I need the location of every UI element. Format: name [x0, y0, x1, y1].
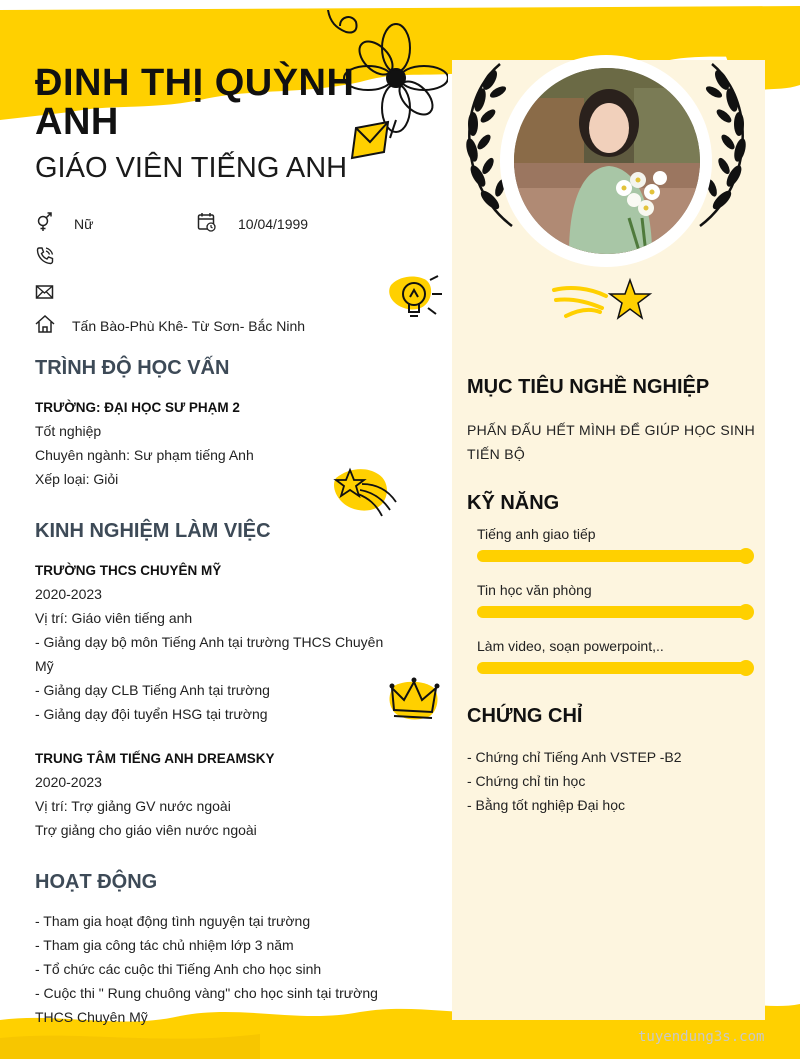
job-org: TRƯỜNG THCS CHUYÊN MỸ [35, 563, 222, 578]
shooting-star-doodle-icon [332, 464, 402, 522]
skill-label: Tin học văn phòng [477, 582, 592, 598]
skill-bar [477, 550, 752, 562]
skill-label: Tiếng anh giao tiếp [477, 526, 596, 542]
watermark: tuyendung3s.com [638, 1029, 765, 1045]
activity-item: - Tham gia hoạt động tình nguyện tại trường [35, 913, 311, 929]
activity-item: - Tham gia công tác chủ nhiệm lớp 3 năm [35, 937, 294, 953]
job-position: Vị trí: Giáo viên tiếng anh [35, 610, 193, 626]
gender-value: Nữ [74, 216, 94, 232]
job-period: 2020-2023 [35, 774, 102, 790]
candidate-name: ĐINH THỊ QUỲNH ANH [35, 62, 355, 143]
education-heading: TRÌNH ĐỘ HỌC VẤN [35, 357, 230, 379]
job-duty: - Giảng dạy CLB Tiếng Anh tại trường [35, 682, 270, 698]
education-line: Xếp loại: Giỏi [35, 471, 119, 487]
crown-doodle-icon [388, 676, 442, 724]
certificate-item: - Bằng tốt nghiệp Đại học [467, 797, 625, 813]
skill-bar-knob [738, 660, 754, 676]
calendar-icon [197, 212, 217, 232]
phone-icon [35, 246, 55, 266]
job-duty: Mỹ [35, 658, 54, 674]
activity-item: THCS Chuyên Mỹ [35, 1009, 148, 1025]
job-position: Vị trí: Trợ giảng GV nước ngoài [35, 798, 231, 814]
mail-icon [35, 282, 55, 302]
job-duty: - Giảng dạy đội tuyển HSG tại trường [35, 706, 268, 722]
skill-label: Làm video, soạn powerpoint,.. [477, 638, 664, 654]
skills-heading: KỸ NĂNG [467, 492, 560, 514]
skill-bar-knob [738, 604, 754, 620]
experience-heading: KINH NGHIỆM LÀM VIỆC [35, 520, 271, 542]
certificates-heading: CHỨNG CHỈ [467, 705, 583, 727]
objective-text: PHẤN ĐẤU HẾT MÌNH ĐỂ GIÚP HỌC SINH TIẾN BỘ [467, 422, 755, 462]
job-duty: - Giảng dạy bộ môn Tiếng Anh tại trường THCS Chuyên [35, 634, 384, 650]
objective-heading: MỤC TIÊU NGHỀ NGHIỆP [467, 376, 710, 398]
skill-bar-knob [738, 548, 754, 564]
job-title: GIÁO VIÊN TIẾNG ANH [35, 152, 348, 184]
education-school: TRƯỜNG: ĐẠI HỌC SƯ PHẠM 2 [35, 400, 240, 415]
certificate-item: - Chứng chỉ Tiếng Anh VSTEP -B2 [467, 749, 682, 765]
gender-icon [35, 212, 55, 232]
skill-bar [477, 606, 752, 618]
birthdate-value: 10/04/1999 [238, 216, 309, 232]
star-doodle-icon [550, 276, 654, 328]
home-icon [35, 314, 55, 334]
job-duty: Trợ giảng cho giáo viên nước ngoài [35, 822, 257, 838]
education-line: Tốt nghiệp [35, 423, 102, 439]
certificate-item: - Chứng chỉ tin học [467, 773, 586, 789]
profile-photo [514, 68, 700, 254]
education-line: Chuyên ngành: Sư phạm tiếng Anh [35, 447, 254, 463]
address-value: Tấn Bào-Phù Khê- Từ Sơn- Bắc Ninh [72, 318, 306, 334]
skill-bar [477, 662, 752, 674]
lightbulb-doodle-icon [386, 270, 448, 332]
activities-heading: HOẠT ĐỘNG [35, 871, 158, 893]
job-period: 2020-2023 [35, 586, 102, 602]
activity-item: - Tổ chức các cuộc thi Tiếng Anh cho học sinh [35, 961, 322, 977]
activity-item: - Cuộc thi " Rung chuông vàng" cho học sinh tại trường [35, 985, 378, 1001]
job-org: TRUNG TÂM TIẾNG ANH DREAMSKY [35, 751, 275, 766]
